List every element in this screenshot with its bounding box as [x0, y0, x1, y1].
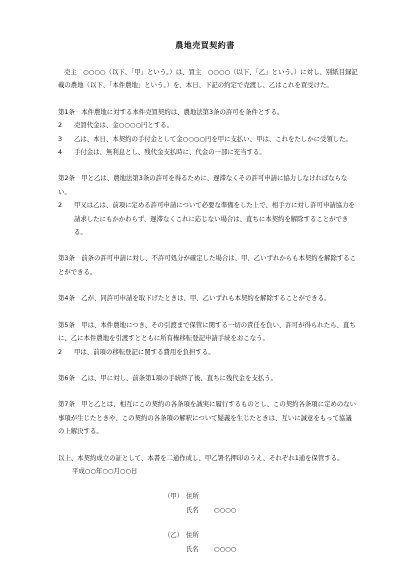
article-1-item-3	[58, 133, 358, 146]
name-value: ○○○○	[214, 544, 237, 553]
party-b-name-row	[186, 543, 358, 556]
name-label: 氏名	[186, 544, 199, 553]
document-title: 農地売買契約書	[175, 41, 235, 50]
article-5	[58, 319, 358, 359]
contract-date: 平成○○年○○月○○日	[72, 466, 138, 475]
article-2	[58, 172, 358, 239]
address-label: 住所	[186, 531, 199, 540]
party-a-signature	[164, 490, 358, 517]
article-5-item-2	[58, 346, 358, 359]
party-b-address-row	[164, 529, 358, 542]
item-text: 手付金は、無利息とし、残代金支払時に、代金の一部に充当する。	[74, 148, 266, 157]
party-b-signature	[164, 529, 358, 556]
item-text: 甲は、前項の移転登記に関する費用を負担する。	[74, 347, 215, 356]
item-number: 3	[58, 134, 63, 143]
name-label: 氏名	[186, 505, 199, 514]
article-4: 第4条 乙が、同許可申請を取下げたときは、甲、乙いずれも本契約を解除することができる。	[58, 294, 331, 303]
article-5-clause: 第5条 甲は、本件農地につき、その引渡まで保管に関する一切の責任を負い、許可が得られたら、直ちに、乙に本件農地を引渡すとともに所有権移転登記申請手続をおこなう。	[58, 320, 356, 343]
article-7: 第7条 甲と乙とは、相互にこの契約の各条項を誠実に履行するものとし、この契約各条項に定めのない事項が生じたときや、この契約の各条項の解釈について疑義を生じたときは、互いに誠意をもって協議の上解決する。	[58, 400, 357, 436]
address-label: 住所	[186, 492, 199, 501]
name-value: ○○○○	[214, 505, 237, 514]
closing-paragraph: 以上、本契約成立の証として、本書を二通作成し、甲乙署名押印のうえ、それぞれ1通を保管する。	[58, 453, 344, 462]
party-role: （乙）	[164, 531, 184, 540]
item-text: 売買代金は、金○○○○円とする。	[74, 121, 173, 130]
item-number: 2	[58, 201, 63, 210]
party-a-address-row	[164, 490, 358, 503]
document-body	[58, 66, 358, 556]
item-number: 4	[58, 148, 63, 157]
article-3: 第3条 前条の許可申請に対し、不許可処分が確定した場合は、甲、乙いずれからも本契約を解除することができる。	[58, 254, 357, 276]
article-1-item-4	[58, 146, 358, 159]
article-1-clause: 第1条 本件農地に対する本件売買契約は、農地法第3条の許可を条件とする。	[58, 107, 284, 116]
article-2-item-2	[58, 199, 358, 239]
intro-paragraph: 売主 ○○○○（以下、「甲」という。）は、買主 ○○○○（以下、「乙」という。）に対し、別紙目録記載の農地（以下、「本件農地」という。）を、本日、下記の約定で売渡し、乙はこれを買受けた。	[58, 68, 358, 90]
item-number: 2	[58, 121, 63, 130]
item-number: 2	[58, 347, 63, 356]
article-1-item-2	[58, 119, 358, 132]
article-2-clause: 第2条 甲と乙は、農地法第3条の許可を得るために、遅滞なくその許可申請に協力しなければならない。	[58, 174, 348, 196]
article-1	[58, 106, 358, 160]
party-a-name-row	[186, 504, 358, 517]
item-text: 甲又は乙は、前項に定める許可申請について必要な準備をした上で、相手方に対し許可申請協力を請求したにもかかわらず、遅滞なくこれに応じない場合は、直ちに本契約を解除することができる。	[74, 201, 355, 237]
party-role: （甲）	[164, 492, 184, 501]
article-6: 第6条 乙は、甲に対し、前条第1項の手続終了後、直ちに残代金を支払う。	[58, 373, 278, 382]
item-text: 乙は、本日、本契約の手付金として金○○○○円を甲に支払い、甲は、これをたしかに受領した。	[74, 134, 352, 143]
